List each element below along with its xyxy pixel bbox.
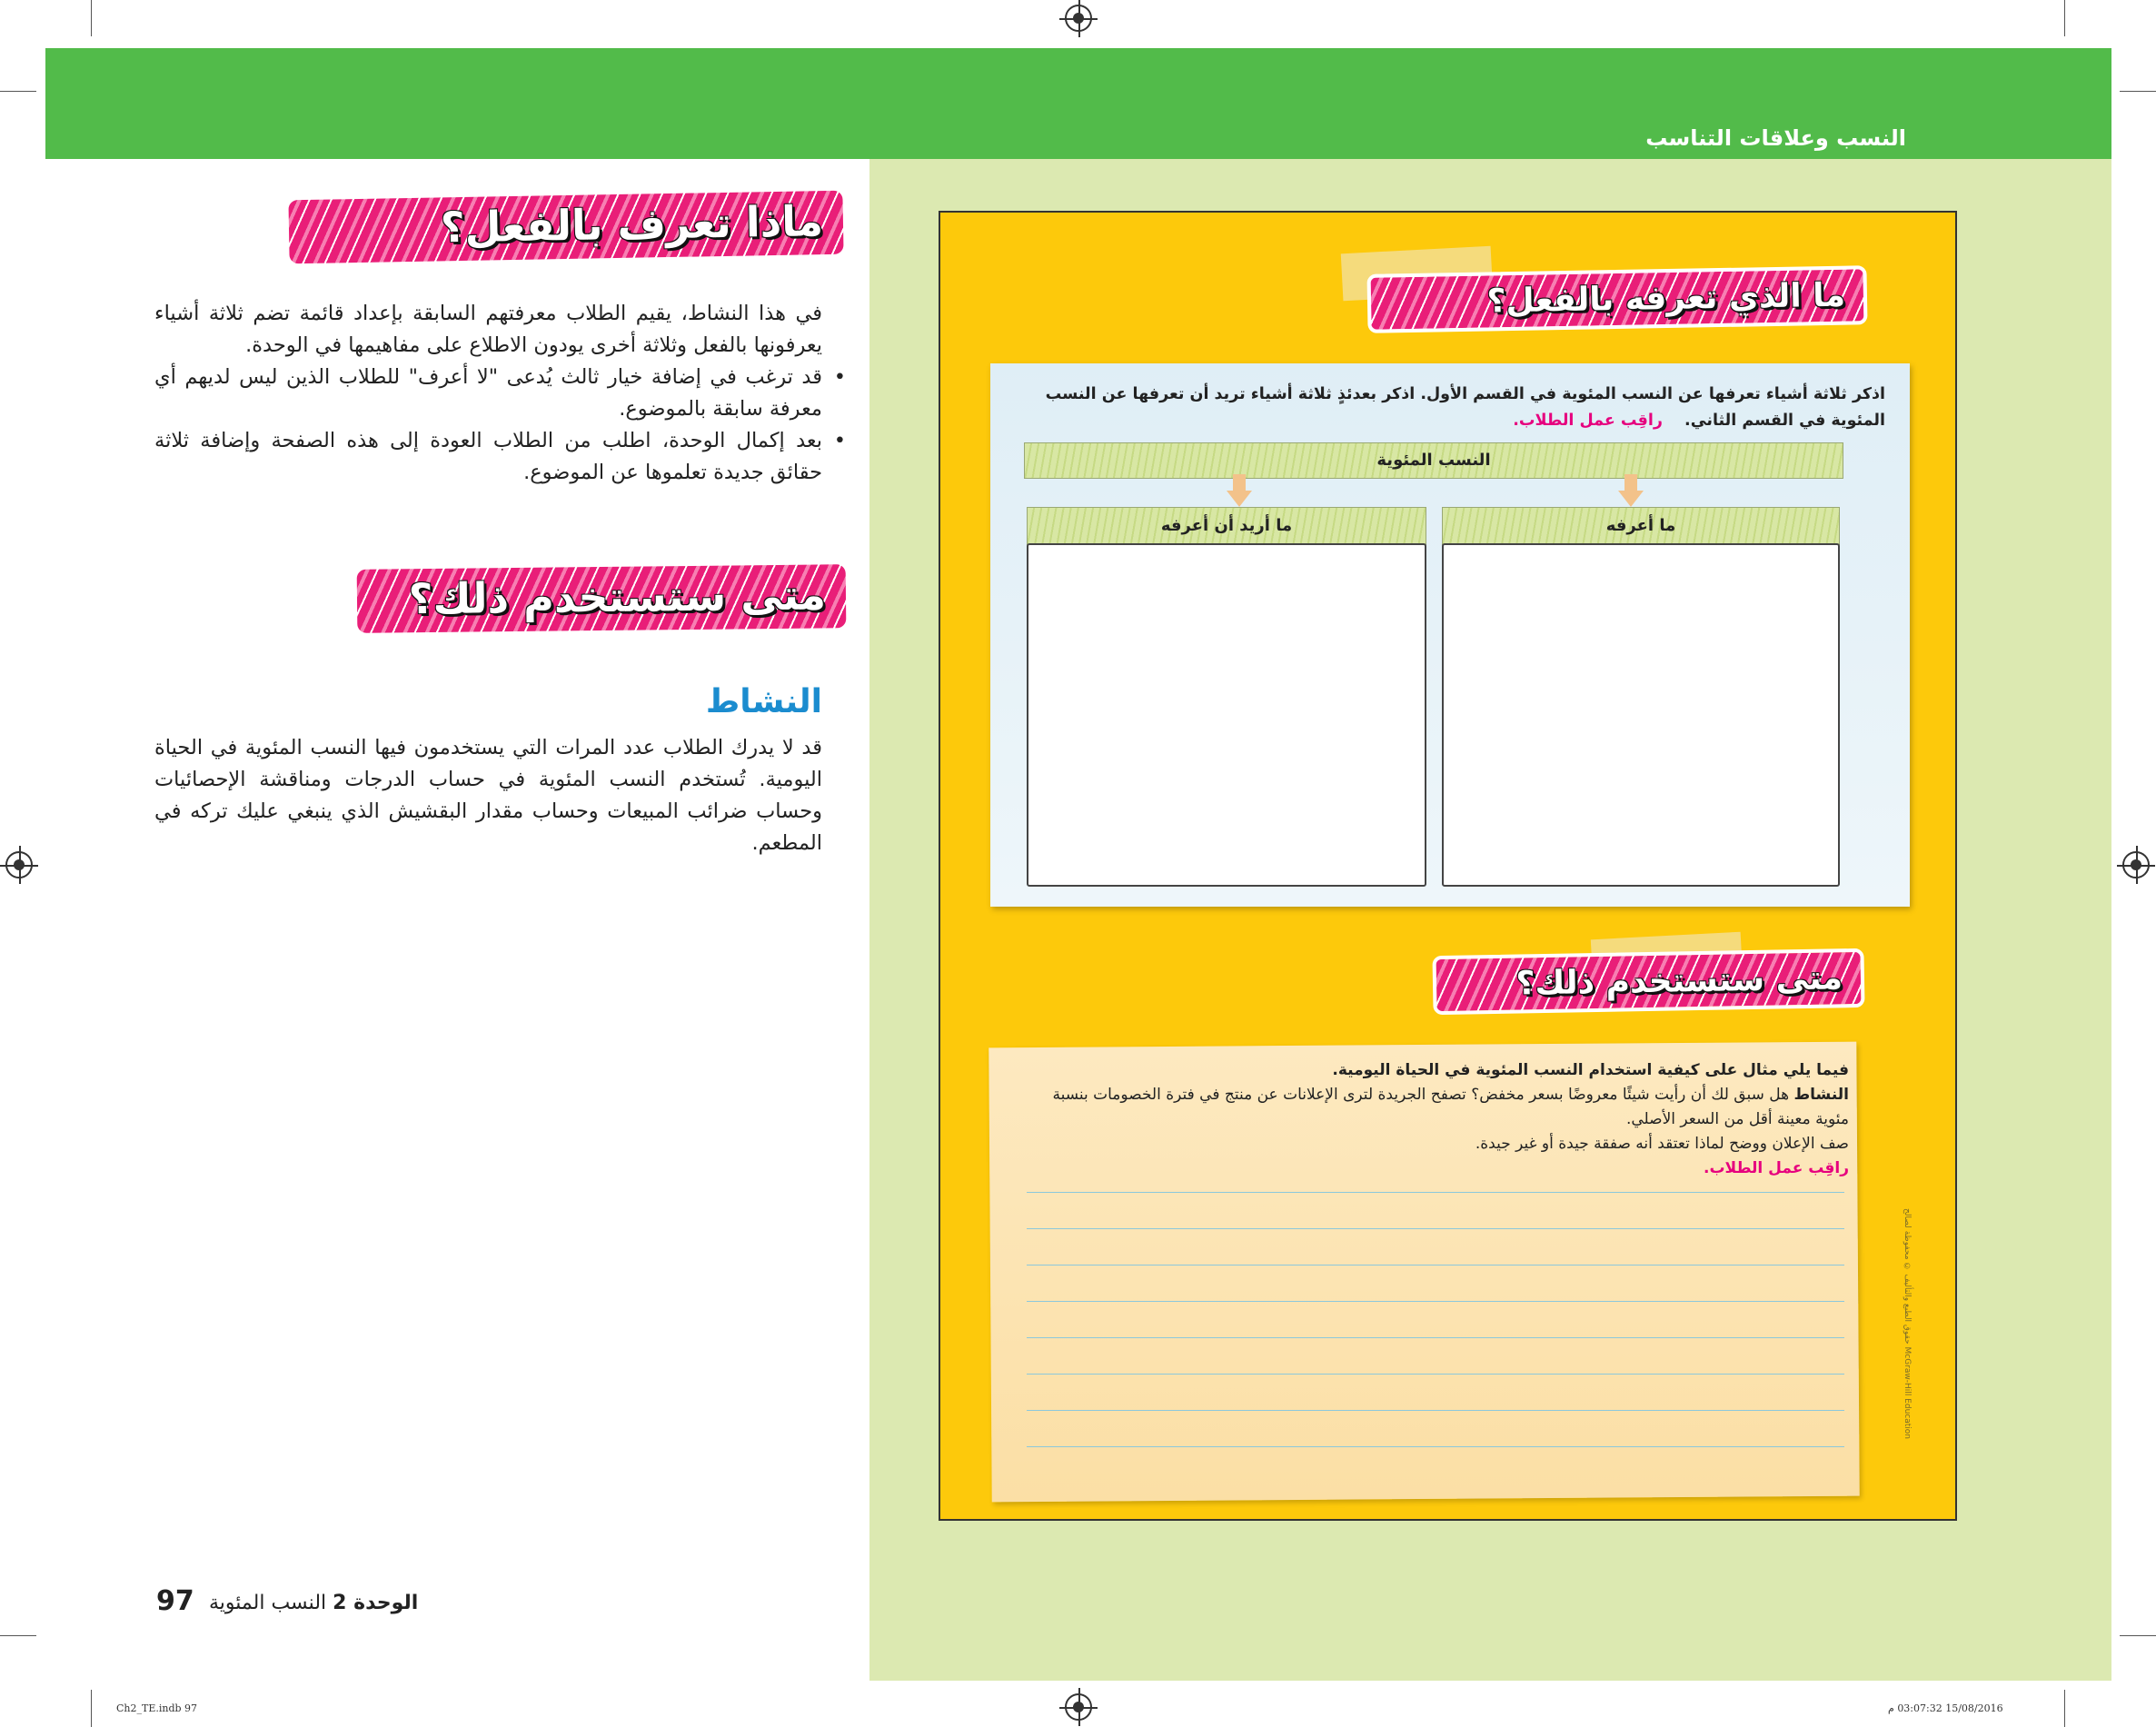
arrow-down-icon [1227, 491, 1252, 507]
banner-what-you-know: ماذا تعرف بالفعل؟ [288, 191, 843, 264]
observe-note-2: راقِب عمل الطلاب. [1704, 1159, 1849, 1177]
tips-list [154, 362, 849, 489]
registration-mark-icon [2122, 851, 2150, 878]
column-header-know: ما أعرفه [1442, 507, 1840, 545]
crop-mark [0, 1635, 36, 1636]
banner-when-use: متى ستستخدم ذلك؟ [357, 564, 847, 633]
list-item: • بعد إكمال الوحدة، اطلب من الطلاب العودة إلى هذه الصفحة وإضافة ثلاثة حقائق جديدة تعلموها عن الموضوع. [154, 425, 822, 489]
writing-line[interactable] [1027, 1410, 1844, 1411]
slug-date: 15/08/2016 03:07:32 م [1888, 1702, 2003, 1714]
slug-file: Ch2_TE.indb 97 [116, 1702, 198, 1714]
task-text: صف الإعلان ووضح لماذا تعتقد أنه صفقة جيدة أو غير جيدة. [1475, 1135, 1849, 1153]
writing-line[interactable] [1027, 1301, 1844, 1302]
crop-mark [0, 91, 36, 92]
card-banner-when-use: متى ستستخدم ذلك؟ [1432, 948, 1864, 1015]
crop-mark [2120, 91, 2156, 92]
crop-mark [2064, 1690, 2065, 1727]
crop-mark [91, 0, 92, 36]
note-text [1022, 1058, 1849, 1181]
writing-line[interactable] [1027, 1446, 1844, 1447]
activity-paragraph: قد لا يدرك الطلاب عدد المرات التي يستخدمون فيها النسب المئوية في الحياة اليومية. تُستخدم النسب المئوية في حساب الدرجات ومناقشة الإحصائيات وحساب ضرائب المبيعات وحساب مقدار البقشيش الذي ينبغي عليك تركه في المطعم. [154, 736, 822, 855]
instructions-text: اذكر ثلاثة أشياء تعرفها عن النسب المئوية في القسم الأول. اذكر بعدئذٍ ثلاثة أشياء تريد أن تعرفها عن النسب المئوية في القسم الثاني. [1045, 385, 1885, 430]
crop-mark [2064, 0, 2065, 36]
crop-mark [2120, 1635, 2156, 1636]
footer-unit [209, 1592, 418, 1614]
activity-text: النشاط هل سبق لك أن رأيت شيئًا معروضًا بسعر مخفض؟ تصفح الجريدة لترى الإعلانات عن منتج في فترة الخصومات بنسبة مئوية معينة أقل من السعر الأصلي. [1052, 1086, 1849, 1128]
answer-box-want[interactable] [1027, 543, 1426, 887]
registration-mark-icon [1065, 5, 1092, 32]
example-intro: فيما يلي مثال على كيفية استخدام النسب المئوية في الحياة اليومية. [1332, 1061, 1849, 1079]
unit-name: النسب المئوية [209, 1592, 327, 1614]
arrow-down-icon [1618, 491, 1644, 507]
registration-mark-icon [5, 851, 33, 878]
activity-heading: النشاط [705, 683, 822, 720]
writing-line[interactable] [1027, 1374, 1844, 1375]
chart-main-header: النسب المئوية [1024, 442, 1843, 479]
column-header-want: ما أريد أن أعرفه [1027, 507, 1426, 545]
header-title: النسب وعلاقات التناسب [1645, 125, 1906, 151]
chart-instructions [1013, 382, 1885, 434]
observe-note: راقِب عمل الطلاب. [1513, 412, 1663, 430]
card-banner-what-you-know: ما الذي تعرفه بالفعل؟ [1366, 265, 1867, 333]
writing-line[interactable] [1027, 1192, 1844, 1193]
writing-line[interactable] [1027, 1228, 1844, 1229]
activity-label: النشاط [1793, 1086, 1849, 1104]
writing-line[interactable] [1027, 1337, 1844, 1338]
list-item: • قد ترغب في إضافة خيار ثالث يُدعى "لا أعرف" للطلاب الذين ليس لديهم أي معرفة سابقة بالموضوع. [154, 362, 822, 425]
registration-mark-icon [1065, 1693, 1092, 1721]
answer-box-know[interactable] [1442, 543, 1840, 887]
unit-label: الوحدة 2 [333, 1592, 419, 1614]
page-number: 97 [156, 1585, 194, 1617]
crop-mark [91, 1690, 92, 1727]
intro-paragraph: في هذا النشاط، يقيم الطلاب معرفتهم السابقة بإعداد قائمة تضم ثلاثة أشياء يعرفونها بالفعل وثلاثة أخرى يودون الاطلاع على مفاهيمها في الوحدة. [154, 302, 822, 357]
copyright-note: حقوق الطبع والتأليف © محفوظة لصالح McGraw-Hill Education [1903, 1208, 1912, 1439]
